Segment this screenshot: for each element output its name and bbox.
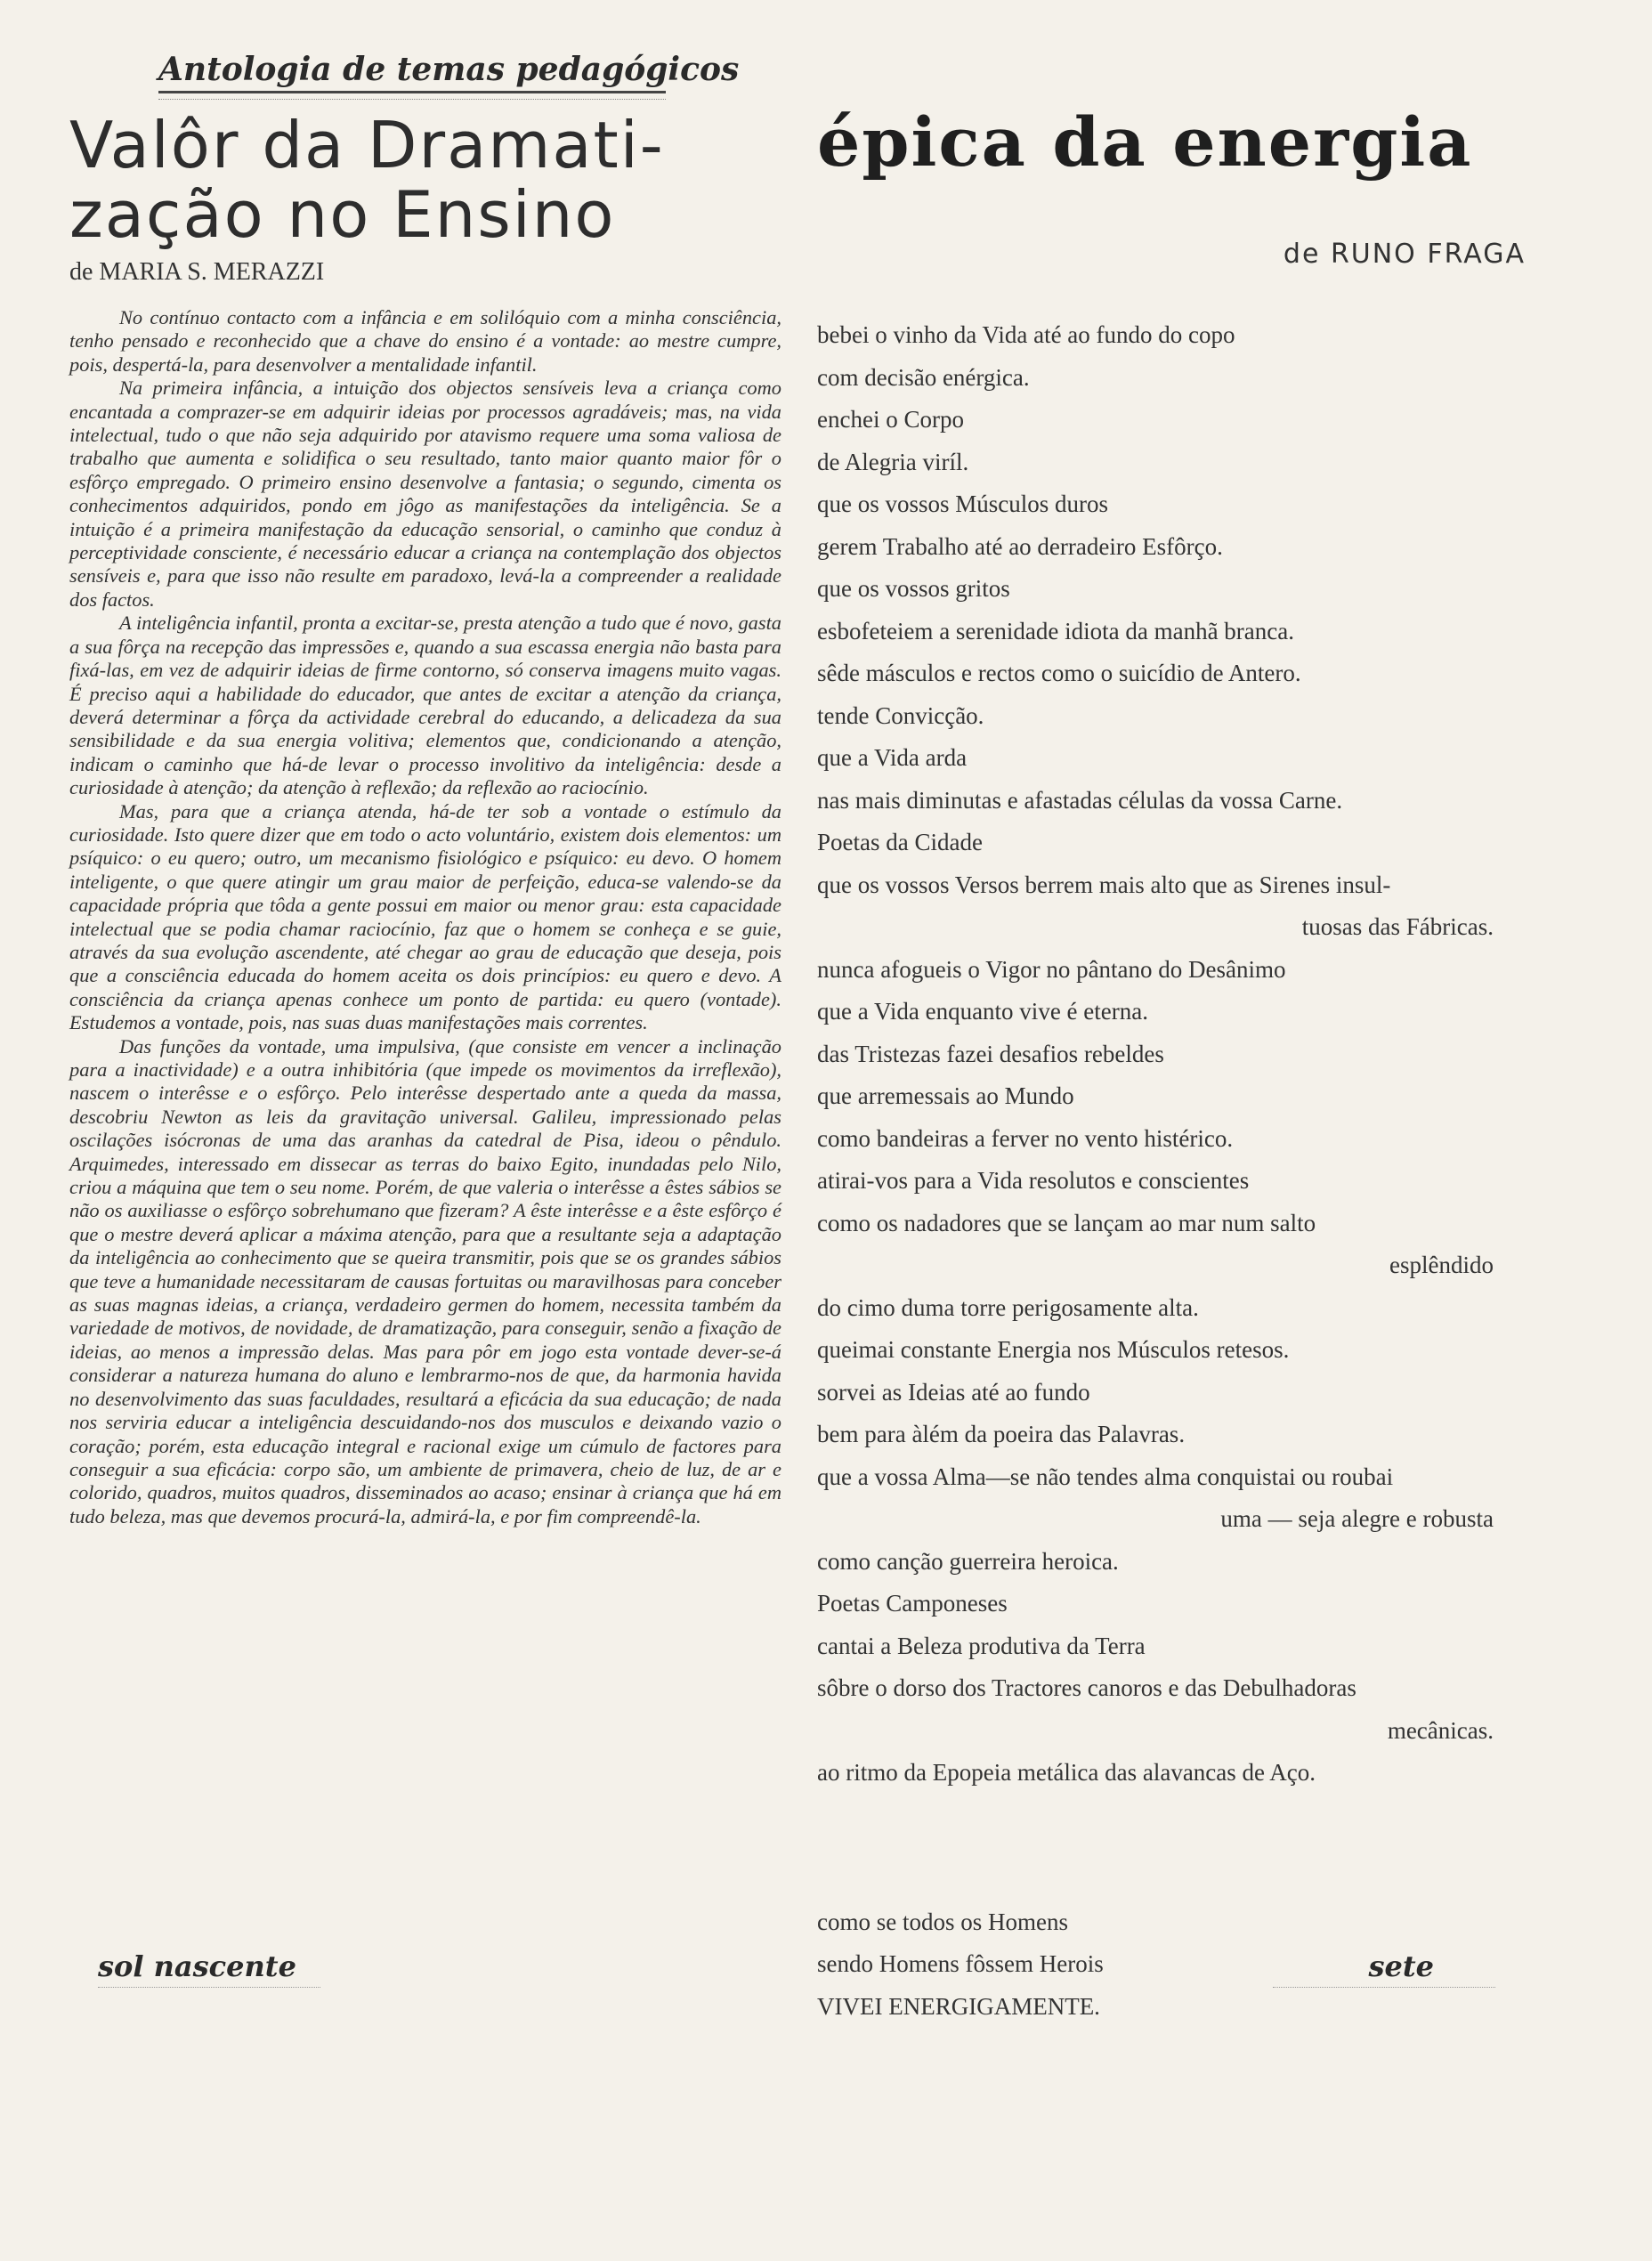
- article-byline: de MARIA S. MERAZZI: [69, 258, 325, 286]
- poem-title: épica da energia: [817, 102, 1473, 182]
- poem-line: como canção guerreira heroica.: [817, 1547, 1119, 1575]
- poem-line: atirai-vos para a Vida resolutos e conscientes: [817, 1167, 1250, 1194]
- poem-line: sêde másculos e rectos como o suicídio de Antero.: [817, 660, 1301, 686]
- poem-line: bebei o vinho da Vida até ao fundo do copo: [817, 321, 1235, 348]
- poem-line: que a vossa Alma—se não tendes alma conquistai ou roubai: [817, 1463, 1394, 1490]
- article-body: [69, 306, 781, 1528]
- poem-line: Poetas Camponeses: [817, 1590, 1008, 1617]
- poem-line: esbofeteiem a serenidade idiota da manhã branca.: [817, 617, 1294, 644]
- poem-line: das Tristezas fazei desafios rebeldes: [817, 1040, 1164, 1067]
- poem-line: queimai constante Energia nos Músculos retesos.: [817, 1336, 1290, 1363]
- article-title: [69, 108, 781, 252]
- poem-column: [817, 53, 1529, 2028]
- poem-closing-line: VIVEI ENERGIGAMENTE.: [817, 1992, 1100, 2020]
- poem-line: que a Vida enquanto vive é eterna.: [817, 998, 1148, 1025]
- article-paragraph: Das funções da vontade, uma impulsiva, (que consiste em vencer a inclinação para a inactividade) e a outra inhibitória (que impede os movimentos da irreflexão), nascem o interêsse e o esfôrço. Pelo interêsse despertado ante a queda da massa, descobriu Newton as leis da gravitação universal. Galileu, impressionado pelas oscilações isócronas de uma das aranhas da catedral de Pisa, ideou o pêndulo. Arquimedes, interessado em dissecar as terras do baixo Egito, inundadas pelo Nilo, criou a máquina que tem o seu nome. Porém, de que valeria o interêsse a êstes sábios se não os auxiliasse o esfôrço sobrehumano que fizeram? A êste interêsse e a êste esfôrço é que o mestre deverá aplicar a máxima atenção, para que a resultante seja a adaptação da inteligência ao conhecimento que se queira transmitir, pois que se os grandes sábios que teve a humanidade necessitaram de causas fortuitas ou maravilhosas para conceber as suas magnas ideias, a criança, verdadeiro germen do homem, necessita também da variedade de motivos, de novidade, de dramatização, para conseguir, senão a fixação de ideias, ao menos a impressão delas. Mas para pôr em jogo esta vontade dever-se-á considerar a natureza humana do aluno e lembrarmo-nos de que, da harmonia havida no desenvolvimento das suas faculdades, resultará a eficácia da sua educação; de nada nos serviria educar a inteligência descuidando-nos dos musculos e deixando vazio o coração; porém, esta educação integral e racional exige um cúmulo de factores para conseguir a sua eficácia: corpo são, um ambiente de primavera, cheio de luz, de ar e colorido, quadros, muitos quadros, disseminados ao acaso; ensinar à criança que há em tudo beleza, mas que devemos procurá-la, admirá-la, e por fim compreendê-la.: [69, 1034, 781, 1528]
- poem-line: do cimo duma torre perigosamente alta.: [817, 1293, 1199, 1321]
- poem-line: tuosas das Fábricas.: [1301, 913, 1494, 940]
- poem-line: bem para àlém da poeira das Palavras.: [817, 1421, 1186, 1447]
- footer-left-rule: [98, 1987, 320, 1991]
- article-paragraph: Na primeira infância, a intuição dos objectos sensíveis leva a criança como encantada a comprazer-se em adquirir ideias por processos agradáveis; mas, na vida intelectual, tudo o que não seja adquirido por atavismo requere uma soma valiosa de trabalho que aumenta e solidifica o seu resultado, tanto maior quanto maior fôr o esfôrço empregado. O primeiro ensino desenvolve a fantasia; o segundo, cimenta os conhecimentos adquiridos, pondo em jôgo as manifestações da inteligência. Se a intuição é a primeira manifestação da educação sensorial, o caminho que conduz à perceptividade consciente, é necessário educar a criança na contemplação dos objectos sensíveis e, para que isso não resulte em paradoxo, levá-la a compreender a realidade dos factos.: [69, 377, 781, 611]
- poem-line: nunca afogueis o Vigor no pântano do Desânimo: [817, 955, 1286, 983]
- article-column: [69, 53, 781, 1528]
- poem-line: como os nadadores que se lançam ao mar num salto: [817, 1209, 1316, 1236]
- poem-line: uma — seja alegre e robusta: [1220, 1505, 1494, 1532]
- poem-line: esplêndido: [1389, 1252, 1494, 1278]
- article-paragraph: No contínuo contacto com a infância e em solilóquio com a minha consciência, tenho pensado e reconhecido que a chave do ensino é a vontade: ao mestre cumpre, pois, despertá-la, para desenvolver a mentalidade infantil.: [69, 306, 781, 376]
- section-rubric: Antologia de temas pedagógicos: [158, 51, 740, 88]
- poem-closing-line: sendo Homens fôssem Herois: [817, 1950, 1104, 1977]
- poem-line: enchei o Corpo: [817, 406, 964, 433]
- article-paragraph: Mas, para que a criança atenda, há-de ter sob a vontade o estímulo da curiosidade. Isto quere dizer que em todo o acto voluntário, existem dois elementos: um psíquico: o eu quero; outro, um mecanismo fisiológico e psíquico: eu devo. O homem inteligente, o que quere atingir um grau maior de perfeição, educa-se valendo-se da capacidade própria que tôda a gente possui em maior ou menor grau: esta capacidade intelectual que se podia chamar raciocínio, faz que o homem se conheça e se guie, através da sua evolução ascendente, até chegar ao grau de educação que deseja, pois que a consciência educada do homem aceita os dois princípios: eu quero e devo. A consciência da criança apenas conhece um ponto de partida: eu quero (vontade). Estudemos a vontade, pois, nas suas duas manifestações mais correntes.: [69, 799, 781, 1034]
- poem-line: que os vossos Versos berrem mais alto que as Sirenes insul-: [817, 871, 1391, 898]
- stanza-gap: [817, 1795, 1529, 1901]
- footer-right-rule: [1273, 1987, 1495, 1991]
- poem-line: sôbre o dorso dos Tractores canoros e das Debulhadoras: [817, 1674, 1356, 1701]
- poem-line: Poetas da Cidade: [817, 829, 983, 855]
- poem-line: como bandeiras a ferver no vento histérico.: [817, 1124, 1234, 1152]
- poem-line: tende Convicção.: [817, 701, 984, 729]
- poem-line: cantai a Beleza produtiva da Terra: [817, 1632, 1146, 1659]
- poem-body: [817, 314, 1529, 2028]
- poem-line: sorvei as Ideias até ao fundo: [817, 1378, 1090, 1406]
- article-title-line-1: Valôr da Dramati-: [69, 108, 665, 182]
- poem-line: de Alegria viríl.: [817, 448, 969, 475]
- footer-magazine-name: sol nascente: [98, 1949, 296, 1983]
- footer-page-number: sete: [1368, 1949, 1434, 1983]
- poem-line: que os vossos gritos: [817, 575, 1010, 602]
- poem-line: que arremessais ao Mundo: [817, 1082, 1074, 1109]
- article-title-line-2: zação no Ensino: [69, 177, 616, 252]
- poem-author: de RUNO FRAGA: [1283, 239, 1526, 270]
- poem-line: gerem Trabalho até ao derradeiro Esfôrço.: [817, 532, 1223, 560]
- poem-line: com decisão enérgica.: [817, 363, 1030, 391]
- poem-line: mecânicas.: [1387, 1716, 1494, 1744]
- poem-line: nas mais diminutas e afastadas células da vossa Carne.: [817, 786, 1343, 814]
- article-paragraph: A inteligência infantil, pronta a excitar-se, presta atenção a tudo que é novo, gasta a sua fôrça na recepção das impressões e, quando a sua escassa energia não basta para fixá-las, em vez de adquirir ideias de firme contorno, só conserva imagens muito vagas. É preciso aqui a habilidade do educador, que antes de excitar a atenção da criança, deverá determinar a fôrça da actividade cerebral do educando, a delicadeza da sua sensibilidade e da sua energia volitiva; elementos que, condicionando a atenção, indicam o caminho que há-de levar o processo involitivo da inteligência: desde a curiosidade à atenção; da atenção à reflexão; da reflexão ao raciocínio.: [69, 612, 781, 799]
- poem-closing-line: como se todos os Homens: [817, 1908, 1068, 1935]
- poem-line: que os vossos Músculos duros: [817, 490, 1109, 517]
- poem-line: ao ritmo da Epopeia metálica das alavancas de Aço.: [817, 1759, 1316, 1786]
- poem-line: que a Vida arda: [817, 744, 968, 771]
- rubric-underline: [158, 91, 666, 100]
